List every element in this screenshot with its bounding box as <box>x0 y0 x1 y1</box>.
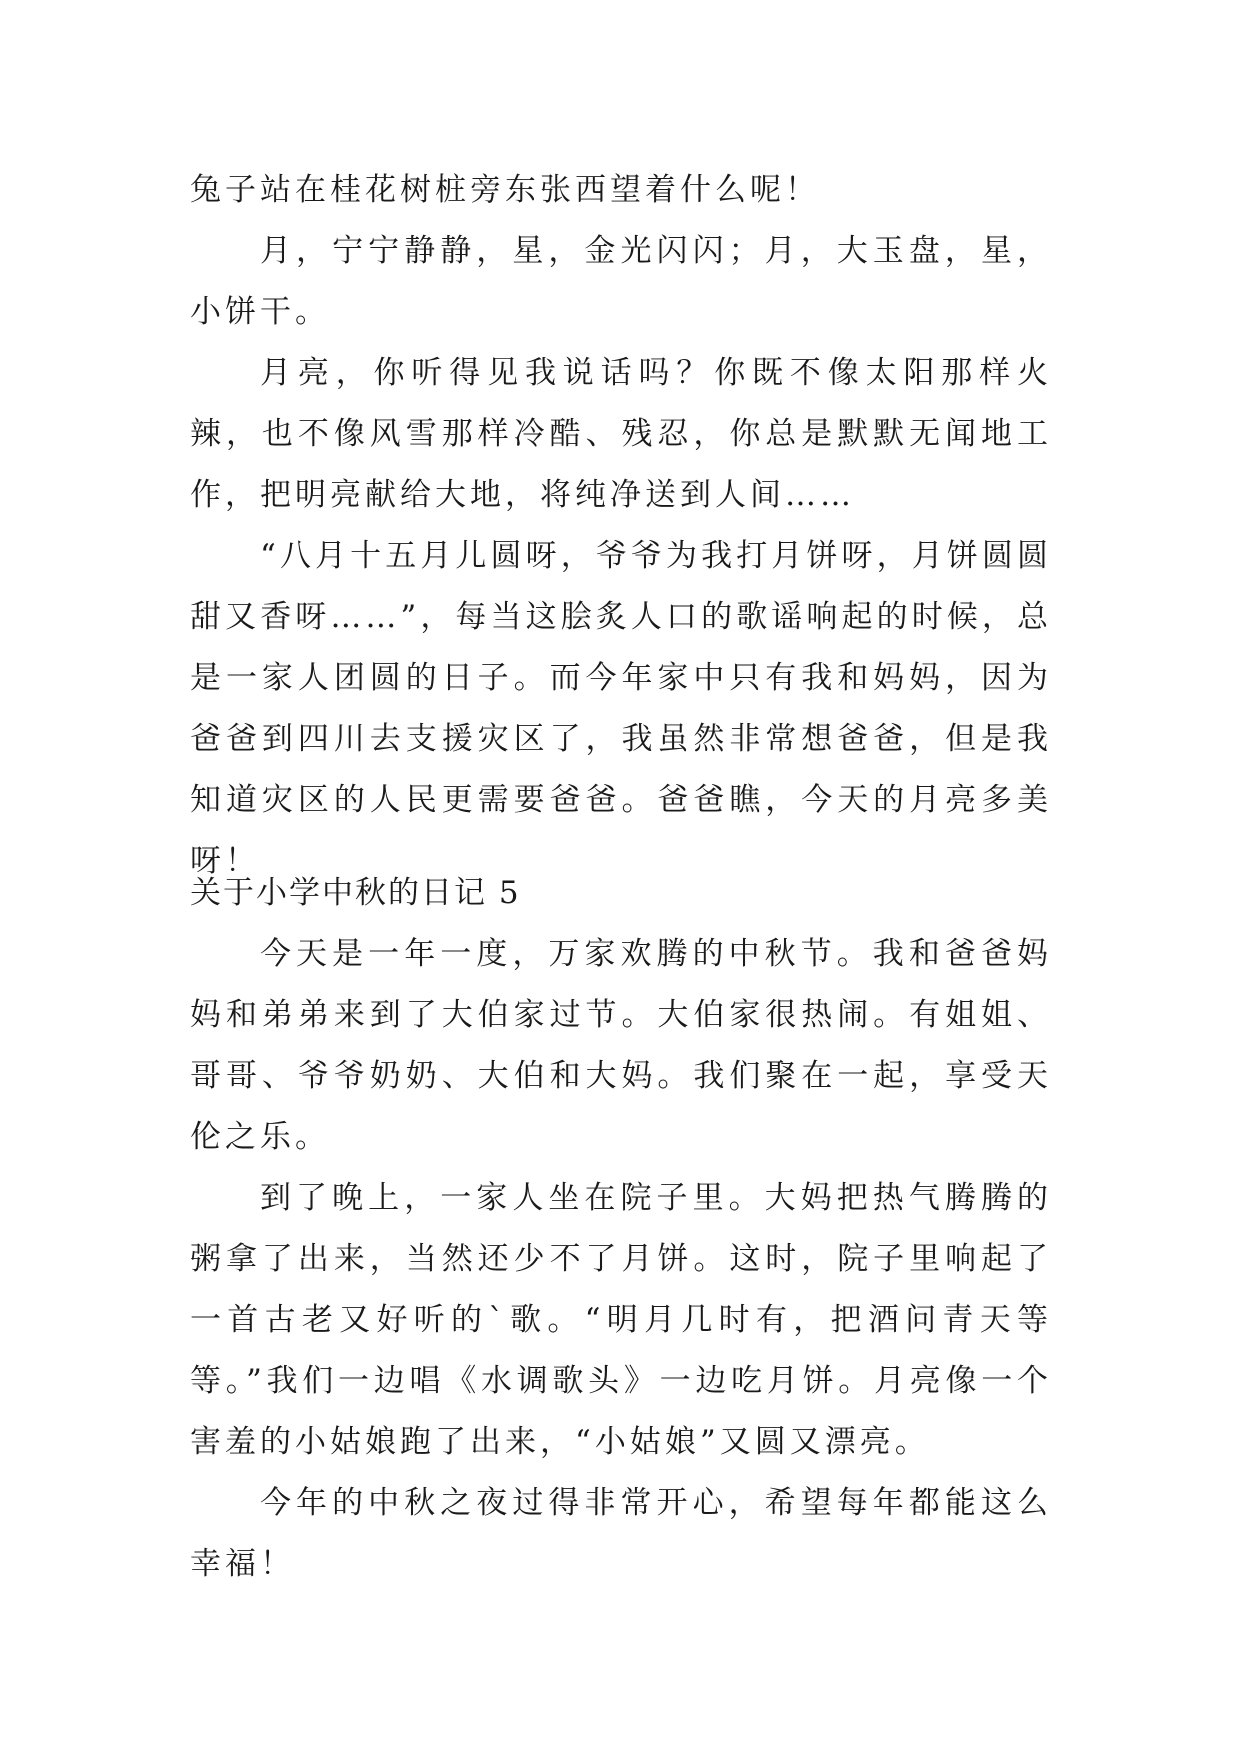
paragraph: 月，宁宁静静，星，金光闪闪；月，大玉盘，星，小饼干。 <box>190 233 1052 330</box>
section-title: 关于小学中秋的日记 5 <box>190 875 521 911</box>
paragraph: 兔子站在桂花树桩旁东张西望着什么呢！ <box>190 172 820 208</box>
paragraph: 月亮，你听得见我说话吗？你既不像太阳那样火辣，也不像风雪那样冷酷、残忍，你总是默默无闻地工作，把明亮献给大地，将纯净送到人间…… <box>190 355 1052 513</box>
section-1-body <box>190 160 1052 892</box>
paragraph: 到了晚上，一家人坐在院子里。大妈把热气腾腾的粥拿了出来，当然还少不了月饼。这时，院子里响起了一首古老又好听的`歌。“明月几时有，把酒问青天等等。”我们一边唱《水调歌头》一边吃月饼。月亮像一个害羞的小姑娘跑了出来，“小姑娘”又圆又漂亮。 <box>190 1180 1052 1460</box>
paragraph: “八月十五月儿圆呀，爷爷为我打月饼呀，月饼圆圆甜又香呀……”，每当这脍炙人口的歌谣响起的时候，总是一家人团圆的日子。而今年家中只有我和妈妈，因为爸爸到四川去支援灾区了，我虽然非常想爸爸，但是我知道灾区的人民更需要爸爸。爸爸瞧，今天的月亮多美呀！ <box>190 538 1052 879</box>
section-2-body <box>190 924 1052 1595</box>
paragraph: 今年的中秋之夜过得非常开心，希望每年都能这么幸福！ <box>190 1485 1052 1582</box>
paragraph: 今天是一年一度，万家欢腾的中秋节。我和爸爸妈妈和弟弟来到了大伯家过节。大伯家很热闹。有姐姐、哥哥、爷爷奶奶、大伯和大妈。我们聚在一起，享受天伦之乐。 <box>190 936 1052 1155</box>
